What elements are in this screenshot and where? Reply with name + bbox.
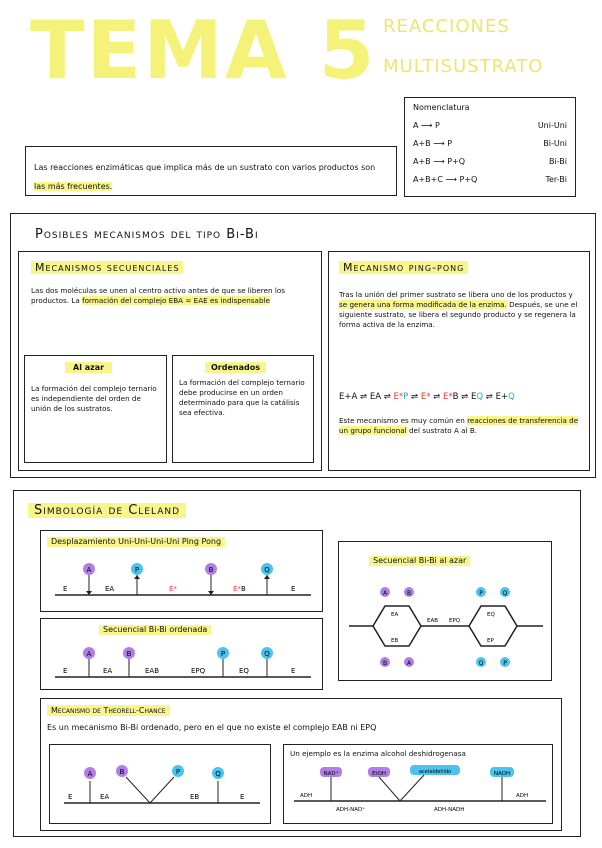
svg-text:ADH: ADH [516,793,529,799]
svg-text:Q: Q [502,590,508,597]
nomenclature-name: Bi-Bi [548,157,567,166]
theorell-title: Mecanismo de Theorell-Chance [47,705,170,716]
svg-text:P: P [503,660,507,667]
svg-text:B: B [208,566,214,574]
intro-highlight: las más frecuentes. [34,182,113,191]
svg-text:EA: EA [103,667,113,675]
svg-text:P: P [479,590,483,597]
random-box [24,355,167,463]
svg-text:E*: E* [169,585,177,593]
theorell-example-box [283,744,553,824]
svg-text:Q: Q [478,660,484,667]
svg-text:E*B: E*B [233,585,246,593]
pingpong-cleland-diagram [41,553,324,611]
cleland-random-box [338,541,552,681]
theorell-example-diagram [284,759,554,823]
random-text: La formación del complejo ternario es independiente del orden de unión de los sustratos. [31,384,157,413]
nomenclature-row [413,135,567,153]
nomenclature-name: Uni-Uni [537,121,567,130]
svg-text:EA: EA [391,612,399,618]
page-subtitle-line2: MULTISUSTRATO [383,56,544,77]
nomenclature-equation: A+B ⟶ P [413,139,453,148]
svg-text:P: P [134,566,140,574]
cleland-pingpong-box [40,530,323,612]
page-subtitle-line1: REACCIONES [383,16,510,37]
pingpong-title: Mecanismo ping-pong [339,261,468,274]
theorell-cleland-diagram [50,751,272,821]
cleland-pingpong-title: Desplazamiento Uni-Uni-Uni-Uni Ping Pong [47,537,225,547]
svg-text:EAB: EAB [427,618,439,624]
svg-text:Q: Q [264,650,270,658]
theorell-diagram-box [49,744,271,824]
svg-text:Q: Q [264,566,270,574]
sequential-text: Las dos moléculas se unen al centro activo antes de que se liberen los productos. La formación del complejo EBA = EAE es indispensable [31,286,285,305]
svg-text:A: A [86,650,92,658]
ordered-cleland-diagram [41,639,324,689]
nomenclature-row [413,117,567,135]
svg-text:acetaldehído: acetaldehído [418,769,452,775]
svg-text:A: A [87,770,93,778]
sequential-title: Mecanismos secuenciales [31,261,183,274]
svg-text:B: B [126,650,132,658]
svg-text:B: B [406,590,412,597]
svg-text:EPQ: EPQ [191,667,206,675]
svg-text:NAD⁺: NAD⁺ [323,771,339,777]
svg-text:Q: Q [215,770,221,778]
pingpong-text3: Este mecanismo es muy común en reacciones de transferencia de un grupo funcional del sustrato A al B. [339,416,579,435]
intro-box [25,146,397,196]
cleland-ordered-title: Secuencial Bi-Bi ordenada [99,625,211,635]
random-title: Al azar [65,362,112,373]
svg-text:P: P [220,650,226,658]
svg-text:EA: EA [100,793,110,801]
nomenclature-box [404,97,576,197]
svg-text:NADH: NADH [493,771,511,777]
cleland-random-title: Secuencial Bi-Bi al azar [369,556,470,566]
svg-text:P: P [175,768,181,776]
nomenclature-rows [413,117,567,189]
svg-text:E: E [291,585,296,593]
svg-text:E: E [63,667,68,675]
nomenclature-name: Bi-Uni [543,139,567,148]
sequential-highlight: formación del complejo EBA = EAE es indispensable [82,296,270,305]
page-title: TEMA 5 [30,4,377,97]
svg-text:A: A [382,590,388,597]
nomenclature-equation: A+B ⟶ P+Q [413,157,466,166]
ordered-text: La formación del complejo ternario debe producirse en un orden determinado para que la catálisis sea efectiva. [179,378,305,417]
pingpong-text: Tras la unión del primer sustrato se libera uno de los productos y se genera una forma modificada de la enzima. Después, se une el siguiente sustrato, se libera el segundo producto y se regenera la forma activa de la enzima. [339,290,578,329]
svg-text:EP: EP [487,638,494,644]
nomenclature-row [413,171,567,189]
intro-text: Las reacciones enzimáticas que implica más de un sustrato con varios productos son [34,163,376,172]
svg-text:EQ: EQ [487,612,495,618]
theorell-example-title: Un ejemplo es la enzima alcohol deshidrogenasa [290,749,466,758]
cleland-title: Simbología de Cleland [28,503,186,518]
theorell-text: Es un mecanismo Bi-Bi ordenado, pero en el que no existe el complejo EAB ni EPQ [47,723,377,732]
cleland-ordered-box [40,618,323,690]
svg-text:EA: EA [105,585,115,593]
svg-text:ADH-NADH: ADH-NADH [434,807,465,813]
pingpong-equation: E+A ⇌ EA ⇌ E*P ⇌ E* ⇌ E*B ⇌ EQ ⇌ E+Q [339,392,515,402]
svg-text:E: E [240,793,245,801]
svg-text:EQ: EQ [239,667,249,675]
random-cleland-diagram [339,572,553,680]
svg-text:ADH: ADH [300,793,313,799]
svg-text:A: A [406,660,412,667]
pingpong-box [328,251,590,471]
ordered-box [172,355,314,463]
nomenclature-equation: A+B+C ⟶ P+Q [413,175,478,184]
svg-text:EPQ: EPQ [449,618,461,624]
svg-text:E: E [68,793,73,801]
svg-text:B: B [119,768,125,776]
nomenclature-row [413,153,567,171]
nomenclature-title: Nomenclatura [413,103,470,112]
svg-text:EtOH: EtOH [371,771,387,777]
svg-text:A: A [86,566,92,574]
svg-text:E: E [63,585,68,593]
svg-text:E: E [291,667,296,675]
nomenclature-name: Ter-Bi [545,175,567,184]
svg-text:ADH-NAD⁺: ADH-NAD⁺ [336,807,366,813]
svg-text:EB: EB [190,793,200,801]
svg-text:B: B [382,660,388,667]
ordered-title: Ordenados [205,362,266,373]
mechanisms-title: Posibles mecanismos del tipo Bi-Bi [35,227,259,242]
nomenclature-equation: A ⟶ P [413,121,440,130]
svg-text:EAB: EAB [145,667,160,675]
svg-text:EB: EB [391,638,399,644]
